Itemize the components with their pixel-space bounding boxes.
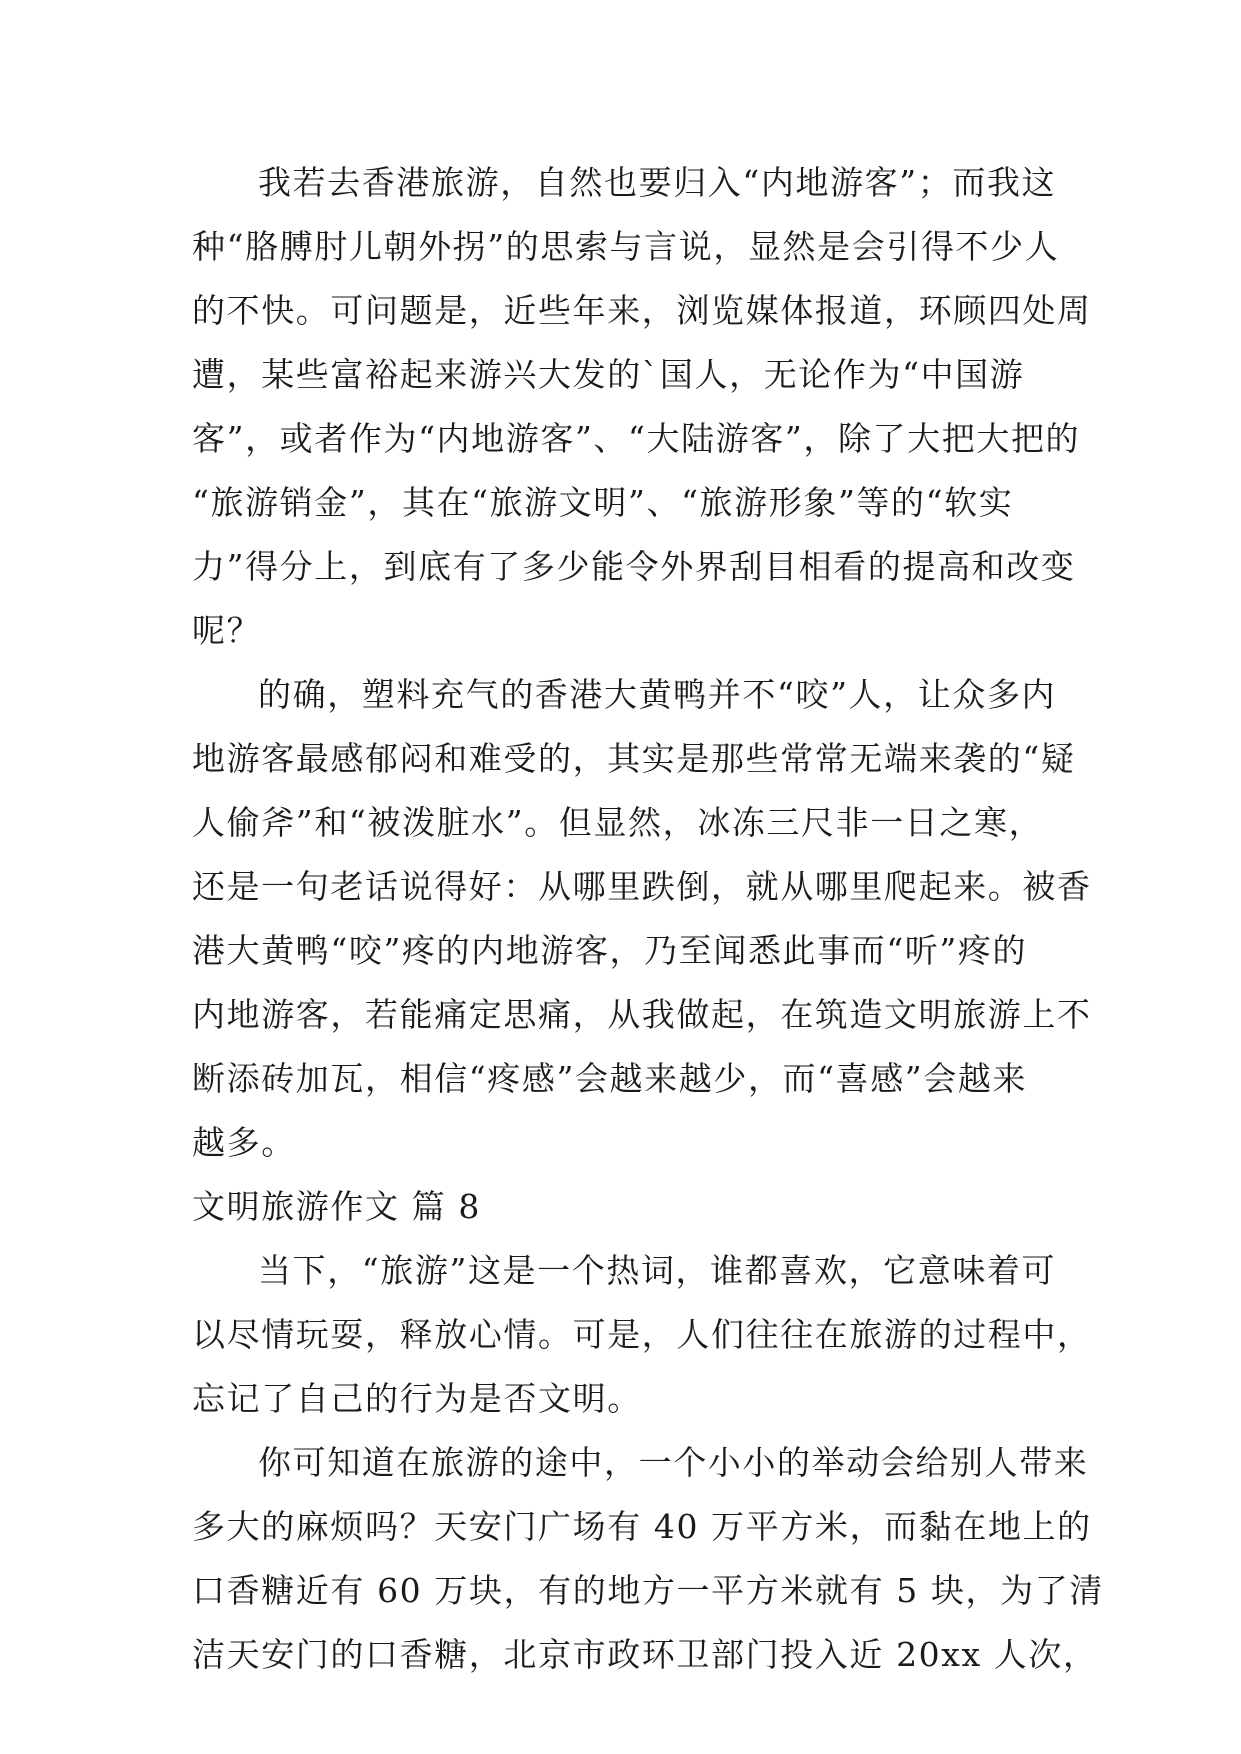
paragraph-line: “旅游销金”，其在“旅游文明”、“旅游形象”等的“软实	[192, 483, 1014, 522]
paragraph-line: 你可知道在旅游的途中，一个小小的举动会给别人带来	[258, 1443, 1089, 1482]
paragraph-line: 港大黄鸭“咬”疼的内地游客，乃至闻悉此事而“听”疼的	[192, 931, 1028, 970]
paragraph-line: 客”，或者作为“内地游客”、“大陆游客”，除了大把大把的	[192, 419, 1081, 458]
paragraph-line: 地游客最感郁闷和难受的，其实是那些常常无端来袭的“疑	[192, 739, 1076, 778]
paragraph-line: 我若去香港旅游，自然也要归入“内地游客”；而我这	[258, 163, 1057, 202]
paragraph-line: 以尽情玩耍，释放心情。可是，人们往往在旅游的过程中，	[192, 1315, 1092, 1354]
paragraph-line: 的确，塑料充气的香港大黄鸭并不“咬”人，让众多内	[258, 675, 1057, 714]
paragraph-line: 还是一句老话说得好：从哪里跌倒，就从哪里爬起来。被香	[192, 867, 1092, 906]
paragraph-line: 断添砖加瓦，相信“疼感”会越来越少，而“喜感”会越来	[192, 1059, 1028, 1098]
paragraph-line: 越多。	[192, 1123, 296, 1162]
paragraph-line: 的不快。可问题是，近些年来，浏览媒体报道，环顾四处周	[192, 291, 1092, 330]
paragraph-line: 忘记了自己的行为是否文明。	[192, 1379, 642, 1418]
paragraph-line: 人偷斧”和“被泼脏水”。但显然，冰冻三尺非一日之寒，	[192, 803, 1044, 842]
paragraph-line: 遭，某些富裕起来游兴大发的`国人，无论作为“中国游	[192, 355, 1025, 394]
paragraph-line: 种“胳膊肘儿朝外拐”的思索与言说，显然是会引得不少人	[192, 227, 1060, 266]
section-heading: 文明旅游作文 篇 8	[192, 1187, 481, 1226]
paragraph-line: 洁天安门的口香糖，北京市政环卫部门投入近 20xx 人次，	[192, 1635, 1098, 1674]
paragraph-line: 力”得分上，到底有了多少能令外界刮目相看的提高和改变	[192, 547, 1076, 586]
paragraph-line: 当下，“旅游”这是一个热词，谁都喜欢，它意味着可	[258, 1251, 1057, 1290]
paragraph-line: 口香糖近有 60 万块，有的地方一平方米就有 5 块，为了清	[192, 1571, 1104, 1610]
paragraph-line: 多大的麻烦吗？天安门广场有 40 万平方米，而黏在地上的	[192, 1507, 1092, 1546]
paragraph-line: 呢？	[192, 611, 262, 650]
paragraph-line: 内地游客，若能痛定思痛，从我做起，在筑造文明旅游上不	[192, 995, 1092, 1034]
